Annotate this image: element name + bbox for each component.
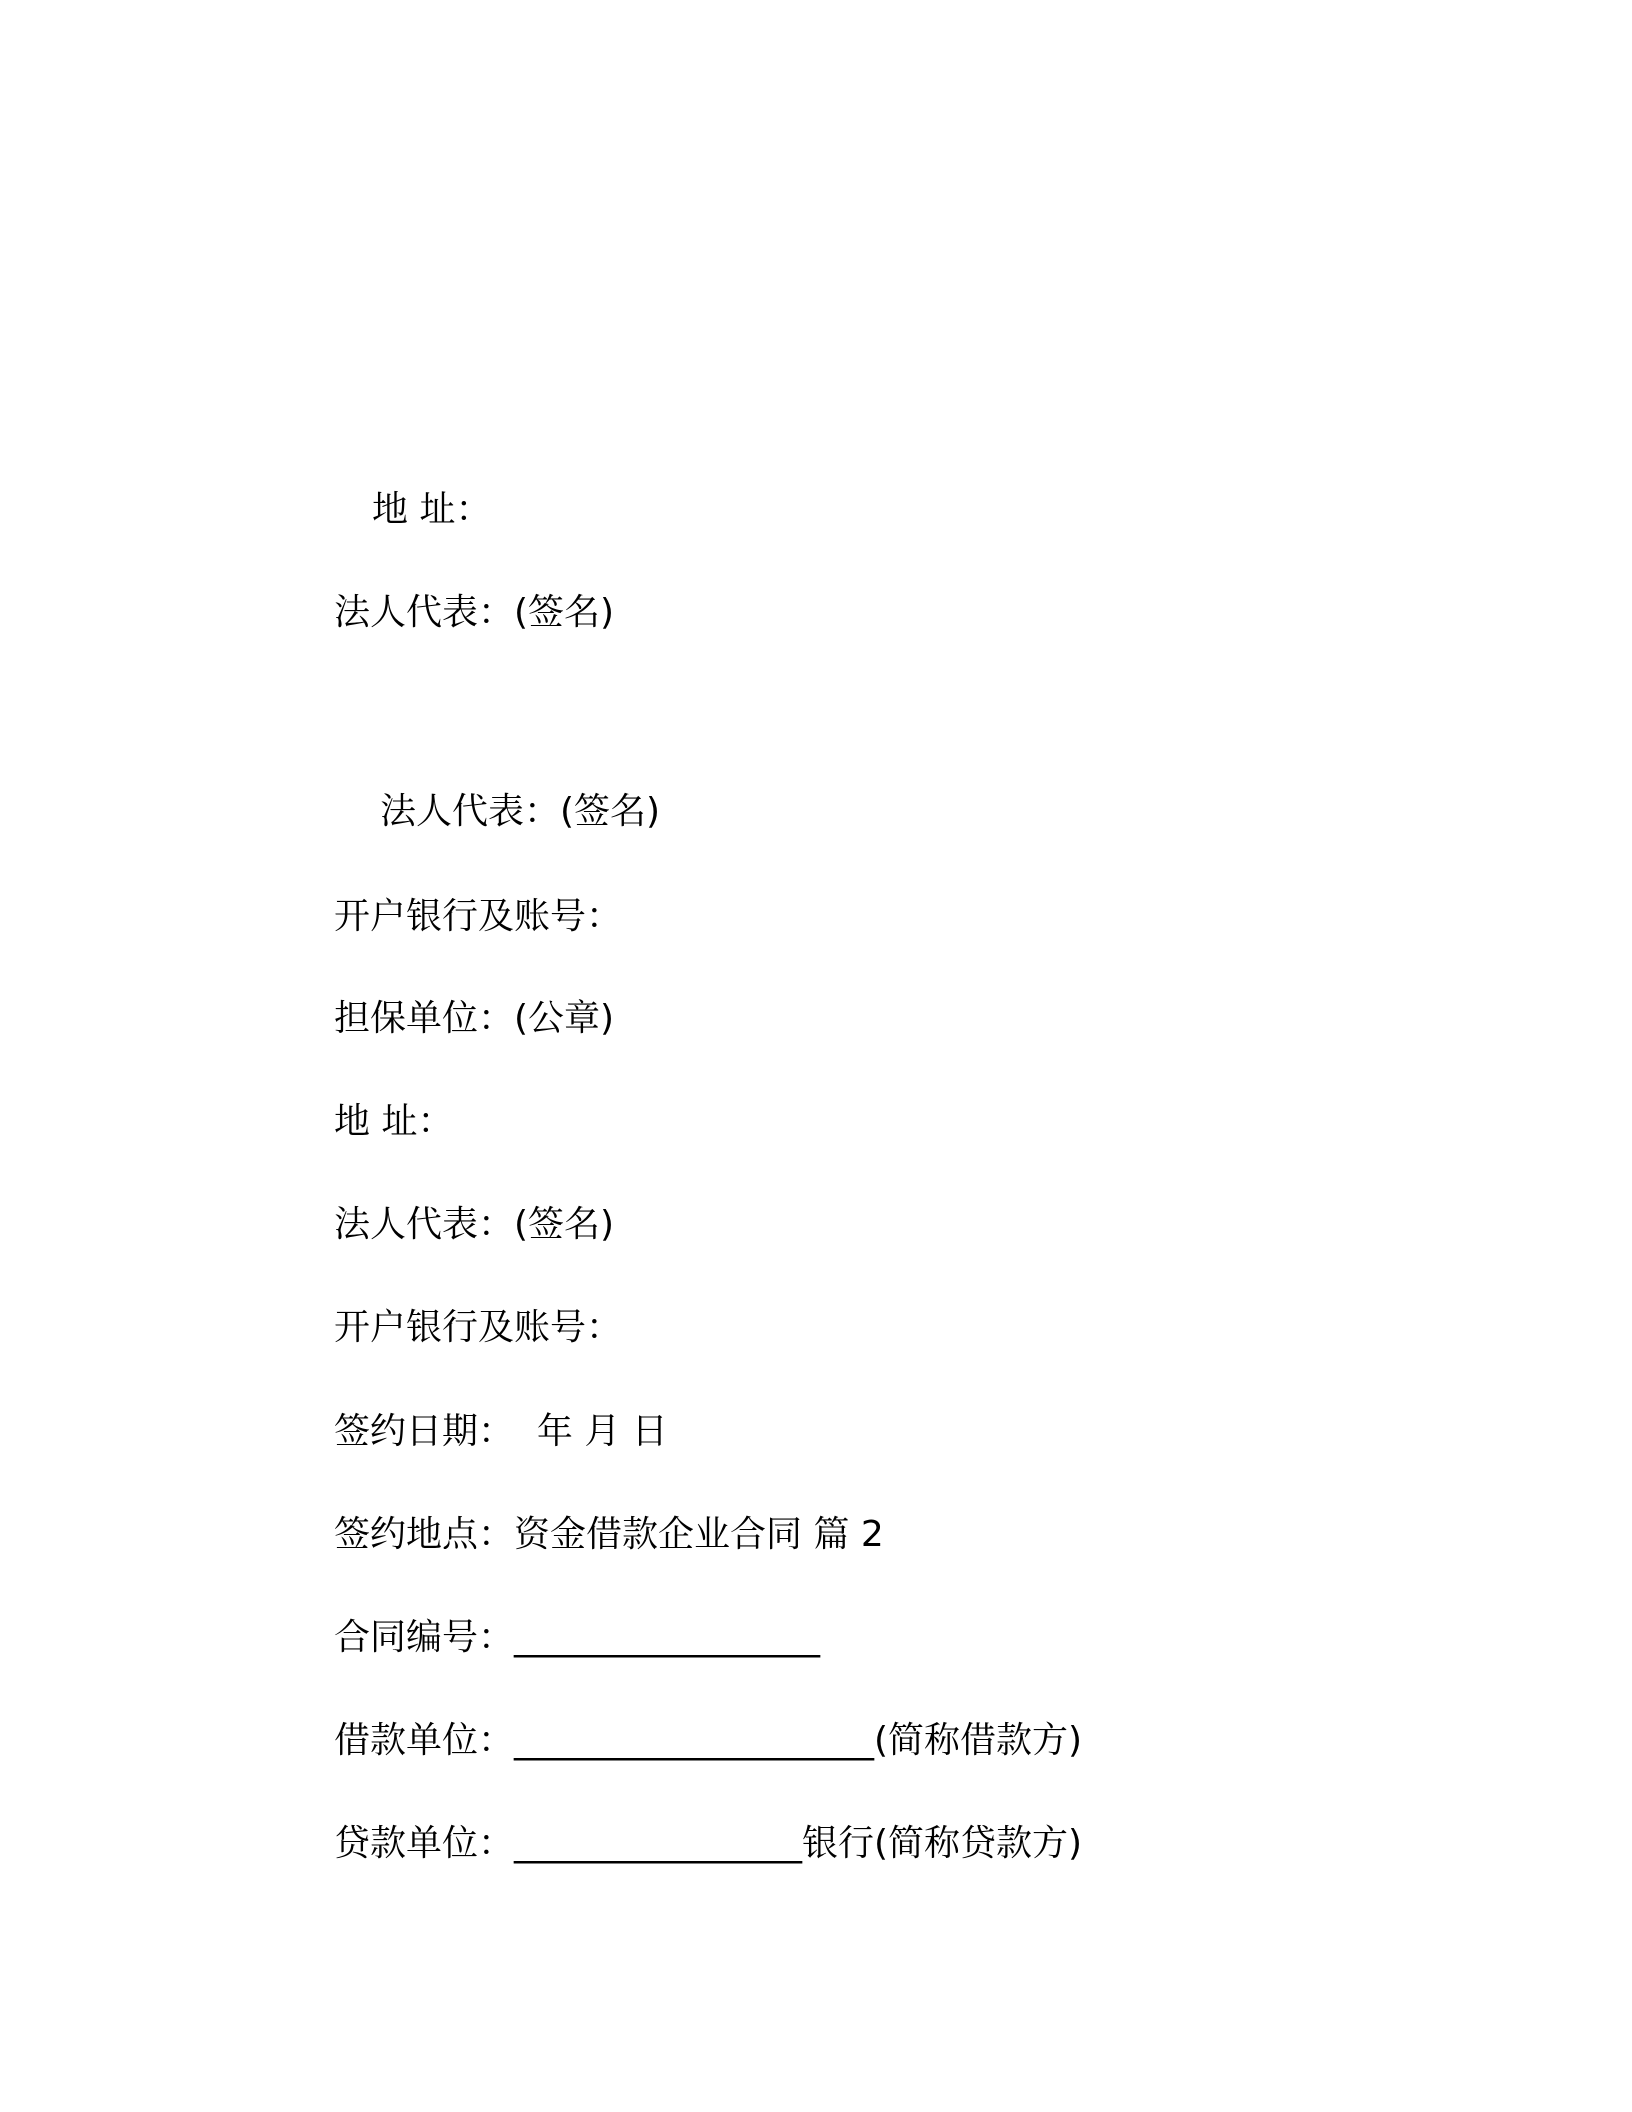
signing-place-line: 签约地点：资金借款企业合同 篇 2 bbox=[334, 1514, 884, 1555]
signing-date-line: 签约日期： 年 月 日 bbox=[334, 1411, 668, 1452]
address-line: 地 址： bbox=[372, 489, 492, 530]
borrower-line: 借款单位：____________________(简称借款方) bbox=[334, 1720, 1083, 1761]
legal-representative-line: 法人代表：(签名) bbox=[334, 1204, 615, 1245]
legal-representative-line: 法人代表：(签名) bbox=[334, 592, 615, 633]
guarantor-line: 担保单位：(公章) bbox=[334, 998, 615, 1039]
lender-line: 贷款单位：________________银行(简称贷款方) bbox=[334, 1823, 1083, 1864]
legal-representative-line: 法人代表：(签名) bbox=[380, 791, 661, 832]
bank-account-line: 开户银行及账号： bbox=[334, 1307, 623, 1348]
address-line: 地 址： bbox=[334, 1101, 454, 1142]
contract-number-line: 合同编号：_________________ bbox=[334, 1617, 821, 1658]
bank-account-line: 开户银行及账号： bbox=[334, 896, 623, 937]
